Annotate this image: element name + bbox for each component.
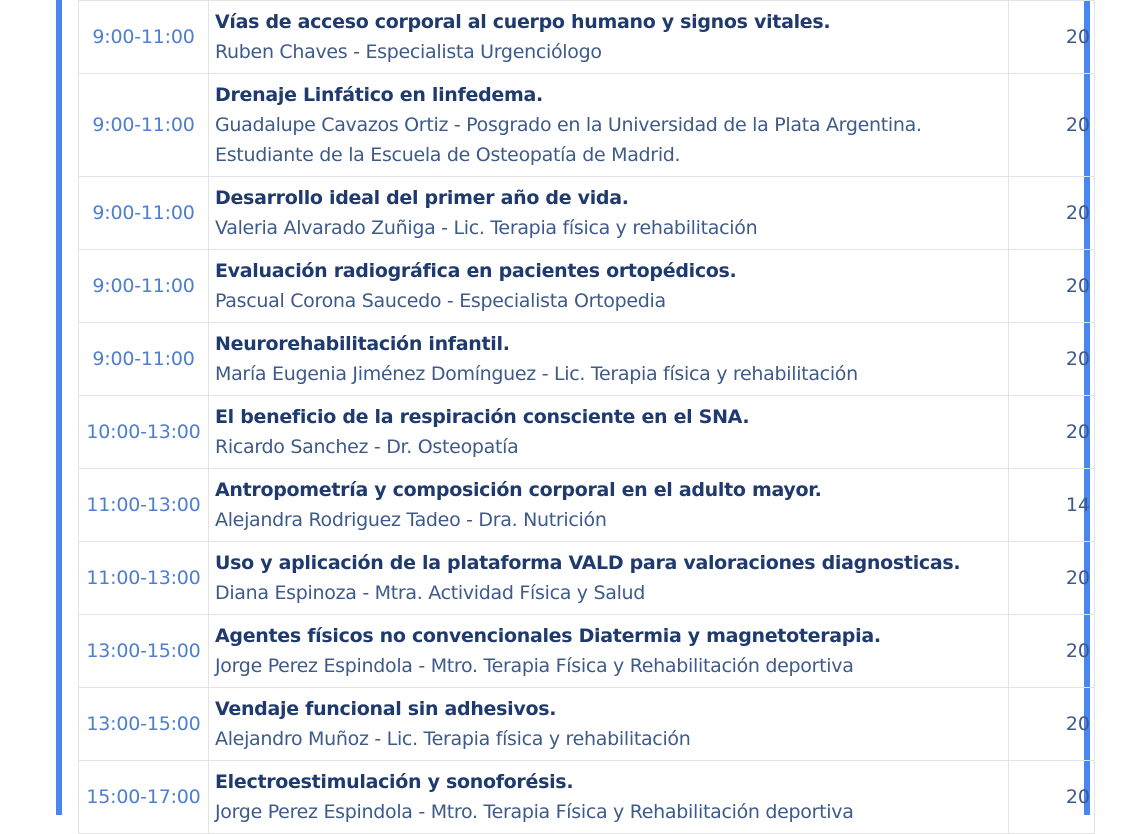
session-speaker: Ricardo Sanchez - Dr. Osteopatía — [215, 436, 519, 458]
session-speaker: Alejandra Rodriguez Tadeo - Dra. Nutrición — [215, 509, 607, 531]
session-speaker: Pascual Corona Saucedo - Especialista Ortopedia — [215, 290, 666, 312]
table-row — [79, 396, 1095, 469]
table-row — [79, 469, 1095, 542]
session-title: Vendaje funcional sin adhesivos. — [215, 698, 557, 720]
session-time: 9:00-11:00 — [79, 74, 209, 177]
session-capacity: 20 — [1009, 615, 1095, 688]
session-capacity: 20 — [1009, 177, 1095, 250]
session-time: 9:00-11:00 — [79, 1, 209, 74]
session-capacity: 20 — [1009, 1, 1095, 74]
session-time: 11:00-13:00 — [79, 542, 209, 615]
session-time: 11:00-13:00 — [79, 469, 209, 542]
schedule-table-body — [79, 1, 1095, 834]
table-row — [79, 542, 1095, 615]
session-speaker: Guadalupe Cavazos Ortiz - Posgrado en la Universidad de la Plata Argentina. Estudiante de la Escuela de Osteopatía de Madrid. — [215, 114, 922, 166]
session-title: Uso y aplicación de la plataforma VALD para valoraciones diagnosticas. — [215, 552, 961, 574]
session-title: Electroestimulación y sonoforésis. — [215, 771, 574, 793]
session-time: 13:00-15:00 — [79, 615, 209, 688]
session-speaker: Ruben Chaves - Especialista Urgenciólogo — [215, 41, 602, 63]
session-title: Drenaje Linfático en linfedema. — [215, 84, 543, 106]
session-info — [209, 177, 1009, 250]
session-speaker: Jorge Perez Espindola - Mtro. Terapia Física y Rehabilitación deportiva — [215, 655, 854, 677]
table-row — [79, 323, 1095, 396]
session-capacity: 20 — [1009, 542, 1095, 615]
session-time: 15:00-17:00 — [79, 761, 209, 834]
table-row — [79, 250, 1095, 323]
session-info — [209, 1, 1009, 74]
session-speaker: Alejandro Muñoz - Lic. Terapia física y rehabilitación — [215, 728, 691, 750]
session-info — [209, 396, 1009, 469]
session-time: 9:00-11:00 — [79, 177, 209, 250]
session-speaker: Valeria Alvarado Zuñiga - Lic. Terapia física y rehabilitación — [215, 217, 758, 239]
session-info — [209, 761, 1009, 834]
session-speaker: María Eugenia Jiménez Domínguez - Lic. Terapia física y rehabilitación — [215, 363, 858, 385]
session-capacity: 20 — [1009, 74, 1095, 177]
session-info — [209, 542, 1009, 615]
session-title: Desarrollo ideal del primer año de vida. — [215, 187, 629, 209]
table-row — [79, 177, 1095, 250]
session-info — [209, 469, 1009, 542]
schedule-frame — [56, 0, 1090, 823]
session-capacity: 14 — [1009, 469, 1095, 542]
session-speaker: Jorge Perez Espindola - Mtro. Terapia Física y Rehabilitación deportiva — [215, 801, 854, 823]
session-capacity: 20 — [1009, 396, 1095, 469]
table-row — [79, 761, 1095, 834]
session-capacity: 20 — [1009, 688, 1095, 761]
session-info — [209, 74, 1009, 177]
session-capacity: 20 — [1009, 323, 1095, 396]
session-title: Evaluación radiográfica en pacientes ortopédicos. — [215, 260, 737, 282]
session-info — [209, 250, 1009, 323]
table-row — [79, 1, 1095, 74]
session-title: Antropometría y composición corporal en el adulto mayor. — [215, 479, 822, 501]
session-capacity: 20 — [1009, 250, 1095, 323]
session-info — [209, 323, 1009, 396]
session-title: Neurorehabilitación infantil. — [215, 333, 510, 355]
session-time: 13:00-15:00 — [79, 688, 209, 761]
session-title: Vías de acceso corporal al cuerpo humano y signos vitales. — [215, 11, 831, 33]
session-time: 9:00-11:00 — [79, 250, 209, 323]
session-info — [209, 615, 1009, 688]
table-row — [79, 688, 1095, 761]
session-time: 9:00-11:00 — [79, 323, 209, 396]
session-speaker: Diana Espinoza - Mtra. Actividad Física y Salud — [215, 582, 646, 604]
session-title: Agentes físicos no convencionales Diatermia y magnetoterapia. — [215, 625, 881, 647]
session-time: 10:00-13:00 — [79, 396, 209, 469]
session-title: El beneficio de la respiración consciente en el SNA. — [215, 406, 750, 428]
session-capacity: 20 — [1009, 761, 1095, 834]
table-row — [79, 74, 1095, 177]
table-row — [79, 615, 1095, 688]
session-info — [209, 688, 1009, 761]
schedule-table — [78, 0, 1095, 834]
